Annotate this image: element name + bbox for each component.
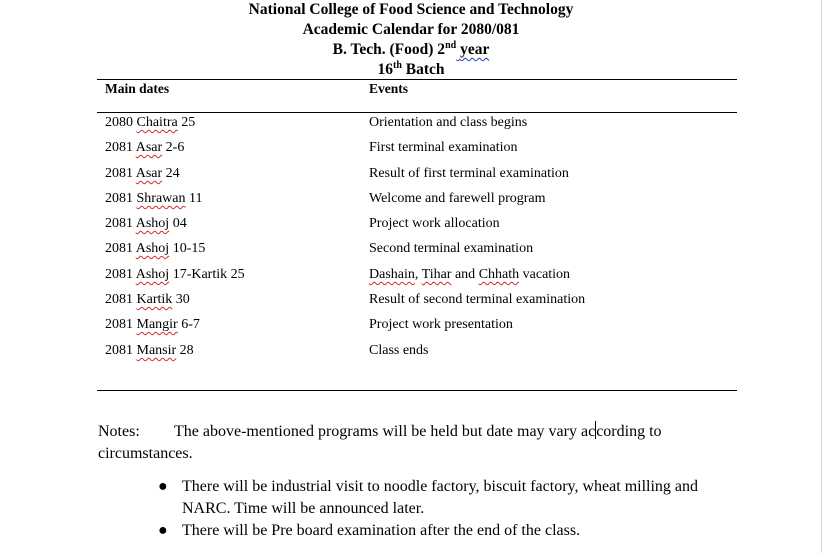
table-row[interactable] [0, 115, 826, 140]
table-row[interactable] [0, 267, 826, 292]
row-date: 2081 Asar 2-6 [105, 140, 185, 155]
program-title[interactable] [0, 40, 824, 60]
table-row[interactable] [0, 241, 826, 266]
row-event: Project work allocation [369, 216, 500, 231]
row-event: First terminal examination [369, 140, 518, 155]
notes-text-before-caret: The above-mentioned programs will be held but date may vary ac [174, 423, 596, 440]
program-ordinal: nd [445, 39, 457, 51]
table-top-rule [97, 79, 737, 80]
row-event: Dashain, Tihar and Chhath vacation [369, 267, 571, 282]
table-header-rule [97, 112, 737, 113]
bullet-text: There will be industrial visit to noodle factory, biscuit factory, wheat milling and NARC. Time will be announced later. [182, 478, 699, 517]
row-date: 2081 Ashoj 10-15 [105, 241, 206, 256]
list-item[interactable] [0, 520, 742, 542]
batch-title[interactable] [0, 60, 824, 80]
batch-ordinal: th [392, 59, 402, 71]
table-bottom-rule [97, 390, 737, 391]
notes-text-after-caret: cording to circumstances. [98, 423, 662, 462]
column-header-dates[interactable]: Main dates [105, 81, 170, 96]
bullet-icon: ● [158, 522, 168, 539]
table-row[interactable] [0, 191, 826, 216]
bullet-text: There will be Pre board examination after the end of the class. [182, 522, 581, 539]
institution-name[interactable]: National College of Food Science and Technology [248, 1, 574, 18]
row-date: 2081 Shrawan 11 [105, 191, 203, 206]
batch-number: 16 [377, 61, 393, 78]
table-row[interactable] [0, 343, 826, 368]
column-header-events[interactable]: Events [369, 81, 409, 96]
row-date: 2081 Ashoj 04 [105, 216, 187, 231]
notes-paragraph[interactable] [98, 421, 738, 465]
table-row[interactable] [0, 317, 826, 342]
row-event: Class ends [369, 343, 429, 358]
document-header [0, 0, 826, 80]
notes-label: Notes: [98, 423, 140, 440]
program-suffix: year [460, 41, 490, 58]
table-row[interactable] [0, 216, 826, 241]
row-event: Second terminal examination [369, 241, 534, 256]
bullet-icon: ● [158, 478, 168, 495]
calendar-title[interactable]: Academic Calendar for 2080/081 [302, 21, 520, 38]
table-row[interactable] [0, 292, 826, 317]
table-row[interactable] [0, 140, 826, 165]
row-event: Orientation and class begins [369, 115, 528, 130]
program-prefix: B. Tech. (Food) 2 [332, 41, 446, 58]
row-date: 2081 Kartik 30 [105, 292, 190, 307]
row-date: 2081 Ashoj 17-Kartik 25 [105, 267, 245, 282]
row-date: 2081 Mansir 28 [105, 343, 194, 358]
row-event: Result of first terminal examination [369, 166, 569, 181]
batch-label: Batch [405, 61, 445, 78]
row-date: 2081 Asar 24 [105, 166, 180, 181]
list-item[interactable] [0, 476, 742, 520]
row-event: Project work presentation [369, 317, 513, 332]
table-row[interactable] [0, 166, 826, 191]
row-date: 2080 Chaitra 25 [105, 115, 196, 130]
row-event: Welcome and farewell program [369, 191, 546, 206]
row-event: Result of second terminal examination [369, 292, 586, 307]
notes-bullet-list [0, 476, 826, 542]
row-date: 2081 Mangir 6-7 [105, 317, 200, 332]
